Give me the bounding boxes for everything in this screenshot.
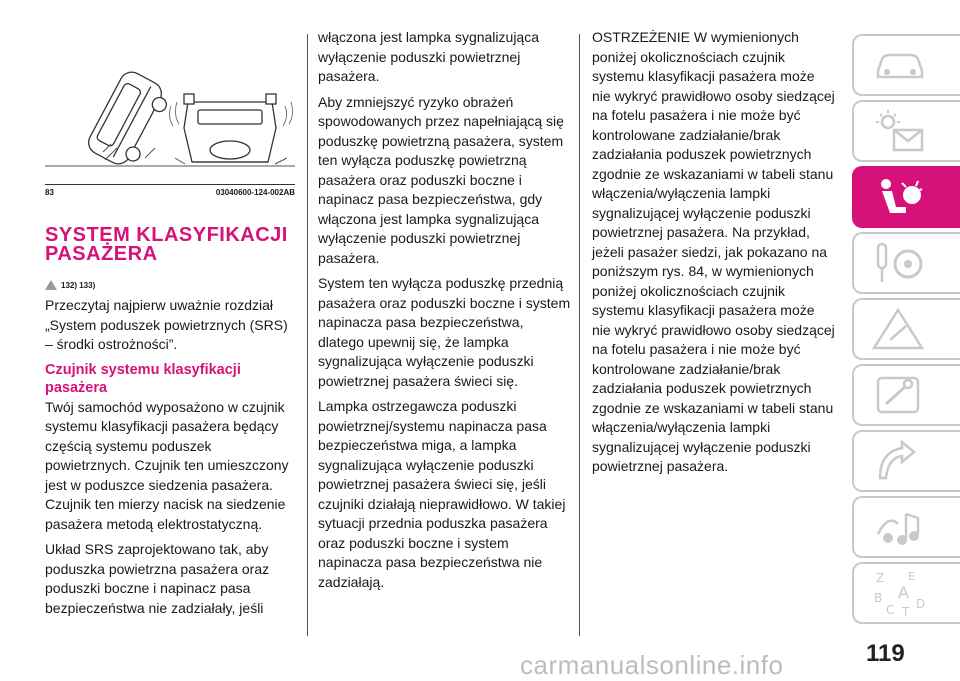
chapter-tabs: [852, 34, 960, 628]
column-3-text: [592, 28, 837, 483]
tab-technical-data[interactable]: [852, 430, 960, 492]
svg-text:D: D: [916, 597, 926, 611]
column-divider: [307, 34, 308, 636]
tab-car[interactable]: [852, 34, 960, 96]
maintenance-tools-icon: [872, 372, 928, 418]
tab-emergency[interactable]: [852, 298, 960, 360]
warning-paragraph: OSTRZEŻENIE W wymienionych poniżej okolicznościach czujnik systemu klasyfikacji pasażera może nie wykryć prawidłowo osoby siedzącej na fotelu pasażera i nie może być kontrolowane zadziałanie/brak zadziałania poduszek powietrznych zgodnie ze wskazaniami w tabeli stanu włączenia/wyłączenia lampki sygnalizującej wyłączenie poduszki powietrznej pasażera. Na przykład, jeżeli pasażer siedzi, jak pokazano na poniższym rys. 84, w wymienionych poniżej okolicznościach czujnik systemu klasyfikacji pasażera może nie wykryć prawidłowo osoby siedzącej na fotelu pasażera i nie może być kontrolowane zadziałanie/brak zadziałania poduszek powietrznych zgodnie ze wskazaniami w tabeli stanu włączenia/wyłączenia lampki sygnalizującej wyłączenie poduszki powietrznej pasażera.: [592, 29, 835, 474]
watermark: carmanualsonline.info: [520, 650, 784, 680]
intro-paragraph: Przeczytaj najpierw uważnie rozdział „System poduszek powietrznych (SRS) – środki ostrożności”.: [45, 297, 288, 352]
page-number: 119: [866, 640, 905, 667]
warning-lights-icon: [872, 108, 928, 154]
tab-index[interactable]: [852, 562, 960, 624]
paragraph: Układ SRS zaprojektowano tak, aby poduszka powietrzna pasażera oraz poduszki boczne i napinacz pasa bezpieczeństwa nie zadziałały, jeśli: [45, 541, 270, 616]
section-title: SYSTEM KLASYFIKACJI PASAŻERA: [45, 224, 288, 265]
airbag-seat-icon: [872, 175, 928, 219]
warning-references: [45, 280, 95, 290]
paragraph: Aby zmniejszyć ryzyko obrażeń spowodowanych przez napełniającą się poduszkę powietrzną pasażera, system ten wyłącza poduszkę powietrzną pasażera oraz poduszki boczne i napinacz pasa bezpieczeństwa, gdy włączona jest lampka sygnalizująca wyłączenie poduszki powietrznej pasażera.: [318, 93, 564, 266]
roadside-emergency-icon: [872, 306, 928, 352]
svg-text:B: B: [874, 591, 883, 605]
svg-text:C: C: [886, 603, 895, 617]
column-1-text: [45, 296, 295, 624]
svg-text:Z: Z: [876, 571, 885, 585]
illustration-car-rollover: [45, 56, 295, 181]
car-icon: [872, 45, 928, 85]
column-2-text: [318, 28, 571, 598]
multimedia-icon: [872, 504, 928, 550]
paragraph: Twój samochód wyposażono w czujnik systemu klasyfikacji pasażera będący częścią systemu poduszek powietrznych. Czujnik ten umieszczony jest w poduszce siedzenia pasażera. Czujnik ten mierzy nacisk na siedzenie pasażera metodą elektrostatyczną.: [45, 398, 289, 532]
reference-numbers: 132) 133): [61, 280, 96, 290]
key-steering-icon: [872, 240, 928, 286]
svg-text:A: A: [898, 583, 909, 602]
svg-text:T: T: [902, 605, 910, 618]
tab-safety[interactable]: [852, 166, 960, 228]
figure-code: 03040600-124-002AB: [215, 188, 295, 197]
subheading: Czujnik systemu klasyfikacji pasażera: [45, 361, 241, 396]
technical-data-icon: [872, 438, 928, 484]
figure-number: 83: [45, 188, 54, 197]
paragraph: System ten wyłącza poduszkę przednią pasażera oraz poduszki boczne i system napinacza pasa bezpieczeństwa, dlatego upewnij się, że lampka sygnalizująca wyłączenie poduszki powietrznej pasażera świeci się.: [318, 275, 571, 389]
figure-caption: [45, 188, 295, 197]
warning-triangle-icon: [45, 280, 57, 290]
tab-starting-driving[interactable]: [852, 232, 960, 294]
svg-text:E: E: [908, 570, 915, 583]
tab-maintenance[interactable]: [852, 364, 960, 426]
tab-multimedia[interactable]: [852, 496, 960, 558]
tab-warning-lights[interactable]: [852, 100, 960, 162]
paragraph: włączona jest lampka sygnalizująca wyłączenie poduszki powietrznej pasażera.: [318, 29, 539, 84]
figure-rule: [45, 184, 295, 185]
column-divider: [579, 34, 580, 636]
paragraph: Lampka ostrzegawcza poduszki powietrznej/systemu napinacza pasa bezpieczeństwa miga, a lampka sygnalizująca wyłączenie poduszki powietrznej pasażera świeci się, jeśli czujniki działają nieprawidłowo. W takiej sytuacji przednia poduszka pasażera oraz poduszki boczne i system napinacza pasa bezpieczeństwa nie zadziałają.: [318, 398, 566, 590]
alphabetical-index-icon: [872, 568, 932, 618]
